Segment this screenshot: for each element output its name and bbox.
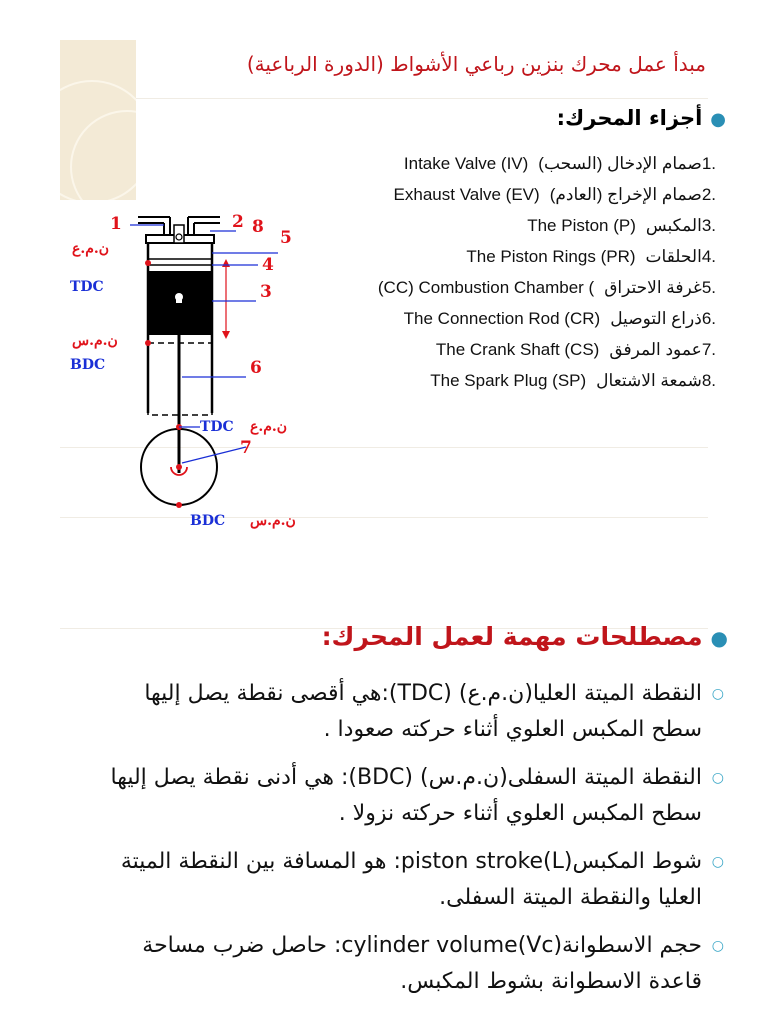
- terms-heading-text: مصطلحات مهمة لعمل المحرك:: [321, 622, 703, 651]
- bdc-arabic-left: ن.م.س: [72, 333, 118, 349]
- label-1: 1: [110, 214, 122, 234]
- list-item: [92, 844, 724, 916]
- part-english: Intake Valve (IV): [403, 154, 529, 173]
- part-number: 6.: [701, 309, 716, 328]
- part-english: The Piston Rings (PR): [466, 247, 636, 266]
- tdc-english-bottom: TDC: [200, 419, 234, 435]
- parts-heading: [557, 106, 726, 130]
- part-english: The Piston (P): [527, 216, 636, 235]
- list-item: [246, 179, 716, 210]
- list-item: [246, 210, 716, 241]
- engine-parts-list: [246, 148, 716, 396]
- decorative-corner-block: [60, 40, 136, 200]
- list-item: [92, 928, 724, 1000]
- part-arabic: عمود المرفق: [609, 340, 702, 359]
- label-2: 2: [232, 212, 244, 232]
- part-arabic: صمام الإدخال (السحب): [538, 154, 702, 173]
- part-arabic: غرفة الاحتراق: [604, 278, 702, 297]
- ring-bullet-icon: ○: [711, 854, 724, 870]
- part-number: 5.: [701, 278, 716, 297]
- list-item: [246, 334, 716, 365]
- part-number: 1.: [701, 154, 716, 173]
- part-number: 8.: [701, 371, 716, 390]
- part-arabic: شمعة الاشتعال: [596, 371, 702, 390]
- bdc-arabic-bottom: ن.م.س: [250, 513, 296, 529]
- cylinder-head: [138, 217, 220, 243]
- label-5: 5: [280, 228, 292, 248]
- list-item: [92, 760, 724, 832]
- part-english: The Spark Plug (SP): [430, 371, 587, 390]
- label-7: 7: [240, 438, 252, 458]
- part-english: The Connection Rod (CR): [403, 309, 601, 328]
- ring-bullet-icon: ○: [711, 770, 724, 786]
- list-item: [92, 676, 724, 748]
- ring-bullet-icon: ○: [711, 938, 724, 954]
- list-item: [246, 303, 716, 334]
- term-text: شوط المكبس(L)piston stroke: هو المسافة بين النقطة الميتة العليا والنقطة الميتة السفلى.: [120, 849, 702, 910]
- term-text: النقطة الميتة السفلى(ن.م.س) (BDC): هي أدنى نقطة يصل إليها سطح المكبس العلوي أثناء حركته نزولا .: [110, 765, 702, 826]
- bullet-icon: ●: [710, 109, 726, 130]
- bullet-icon: ●: [710, 626, 728, 650]
- ring-bullet-icon: ○: [711, 686, 724, 702]
- part-number: 7.: [701, 340, 716, 359]
- tdc-arabic-left: ن.م.ع: [72, 241, 110, 257]
- label-3: 3: [260, 282, 272, 302]
- bdc-english-bottom: BDC: [190, 513, 226, 529]
- term-text: حجم الاسطوانة(Vc)cylinder volume: حاصل ضرب مساحة قاعدة الاسطوانة بشوط المكبس.: [142, 933, 702, 994]
- list-item: [246, 272, 716, 303]
- label-6: 6: [250, 358, 262, 378]
- tdc-arabic-bottom: ن.م.ع: [250, 419, 288, 435]
- divider: [136, 98, 708, 99]
- list-item: [246, 148, 716, 179]
- terms-list: [92, 676, 724, 1012]
- bdc-english-left: BDC: [70, 357, 106, 373]
- part-english: (CC) Combustion Chamber (: [377, 278, 595, 297]
- list-item: [246, 365, 716, 396]
- part-english: The Crank Shaft (CS): [435, 340, 600, 359]
- engine-diagram: [60, 205, 310, 545]
- part-number: 3.: [701, 216, 716, 235]
- label-4: 4: [262, 255, 274, 275]
- part-arabic: صمام الإخراج (العادم): [549, 185, 702, 204]
- parts-heading-text: أجزاء المحرك:: [556, 106, 703, 130]
- term-text: النقطة الميتة العليا(ن.م.ع) (TDC):هي أقصى نقطة يصل إليها سطح المكبس العلوي أثناء حركته صعودا .: [144, 681, 702, 742]
- piston-rings: [148, 259, 212, 265]
- terms-heading: [322, 622, 728, 651]
- part-number: 2.: [701, 185, 716, 204]
- part-number: 4.: [701, 247, 716, 266]
- part-arabic: المكبس: [645, 216, 702, 235]
- page-title: مبدأ عمل محرك بنزين رباعي الأشواط (الدورة الرباعية): [246, 52, 706, 76]
- tdc-english-left: TDC: [70, 279, 104, 295]
- label-8: 8: [252, 217, 264, 237]
- list-item: [246, 241, 716, 272]
- part-arabic: الحلقات: [645, 247, 702, 266]
- part-arabic: ذراع التوصيل: [610, 309, 702, 328]
- part-english: Exhaust Valve (EV): [393, 185, 540, 204]
